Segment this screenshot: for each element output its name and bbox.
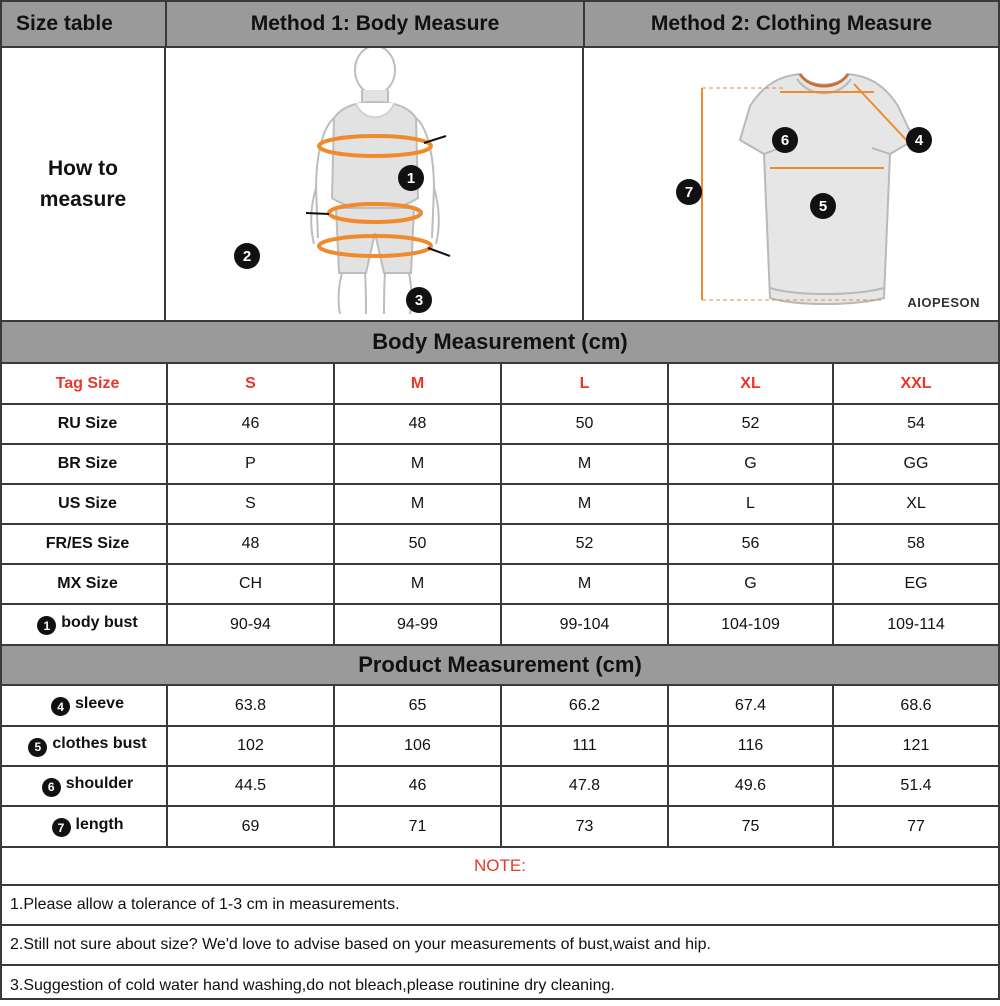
- cell: 46: [334, 766, 501, 806]
- how-to-measure-cell: [2, 48, 166, 320]
- cell: S: [167, 484, 334, 524]
- cell: 77: [907, 817, 925, 835]
- cell: 109-114: [887, 615, 945, 633]
- tshirt-figure-svg: [584, 48, 998, 316]
- column-header-xl: XL: [668, 364, 833, 404]
- section-product-measurement: Product Measurement (cm): [2, 644, 998, 686]
- row-label: MX Size: [2, 564, 167, 604]
- table-row: [2, 766, 998, 806]
- cell: 69: [167, 806, 334, 846]
- header-method-1: Method 1: Body Measure: [167, 2, 585, 46]
- column-header-s: S: [167, 364, 334, 404]
- cell: 52: [668, 404, 833, 444]
- cell: 44.5: [167, 766, 334, 806]
- column-header-l: L: [501, 364, 668, 404]
- cell: 67.4: [668, 686, 833, 726]
- table-row: [2, 604, 998, 644]
- cell: 56: [668, 524, 833, 564]
- cell: G: [668, 564, 833, 604]
- body-figure-svg: [166, 48, 584, 316]
- cell: 68.6: [833, 686, 998, 726]
- row-label: US Size: [2, 484, 167, 524]
- cell: 99-104: [501, 604, 668, 644]
- column-header-xxl: XXL: [833, 364, 998, 404]
- row-label-sleeve: [2, 686, 167, 726]
- cell: 116: [668, 726, 833, 766]
- column-header-m: M: [334, 364, 501, 404]
- table-row: [2, 404, 998, 444]
- row-label-clothes-bust: [2, 726, 167, 766]
- row-label: FR/ES Size: [2, 524, 167, 564]
- table-row: [2, 484, 998, 524]
- row-label-text: length: [75, 815, 124, 833]
- body-measure-illustration: [166, 48, 584, 320]
- badge-6: 6: [772, 127, 798, 153]
- row-label-text: shoulder: [65, 775, 134, 793]
- table-row: [2, 564, 998, 604]
- badge-4: 4: [906, 127, 932, 153]
- cell: 46: [167, 404, 334, 444]
- header-row: [2, 2, 998, 48]
- cell: 71: [334, 806, 501, 846]
- cell: 104-109: [668, 604, 833, 644]
- cell: GG: [833, 444, 998, 484]
- table-header-row: [2, 364, 998, 404]
- cell: 50: [334, 524, 501, 564]
- badge-5: 5: [810, 193, 836, 219]
- table-row: [2, 806, 998, 846]
- cell: 58: [833, 524, 998, 564]
- badge-6-inline: 6: [42, 778, 61, 797]
- cell: 63.8: [167, 686, 334, 726]
- row-label-text: sleeve: [75, 694, 124, 712]
- cell: M: [334, 484, 501, 524]
- cell: L: [668, 484, 833, 524]
- body-measurement-table: [2, 364, 998, 644]
- badge-4-inline: 4: [51, 697, 70, 716]
- cell: 111: [501, 726, 668, 766]
- row-label-length: [2, 806, 167, 846]
- badge-2: 2: [234, 243, 260, 269]
- table-row: [2, 524, 998, 564]
- cell: M: [334, 564, 501, 604]
- cell: 75: [668, 806, 833, 846]
- table-row: [2, 444, 998, 484]
- row-label-body-bust: [2, 604, 167, 644]
- column-header-tag-size: Tag Size: [2, 364, 167, 404]
- how-to-line-2: measure: [39, 188, 127, 211]
- cell: P: [167, 444, 334, 484]
- row-label-text: clothes bust: [52, 735, 147, 753]
- cell: 102: [167, 726, 334, 766]
- cell: M: [501, 484, 668, 524]
- cell: 48: [167, 524, 334, 564]
- cell: M: [334, 444, 501, 484]
- note-title: NOTE:: [2, 846, 998, 886]
- cell: 73: [501, 806, 668, 846]
- cell: 54: [833, 404, 998, 444]
- cell: M: [501, 564, 668, 604]
- row-label: RU Size: [2, 404, 167, 444]
- clothing-measure-illustration: [584, 48, 998, 320]
- note-line-2: 2.Still not sure about size? We'd love to advise based on your measurements of bust,waist and hip.: [2, 926, 998, 966]
- how-to-line-1: How to: [48, 156, 118, 180]
- badge-5-inline: 5: [28, 738, 47, 757]
- row-label: BR Size: [2, 444, 167, 484]
- cell: 65: [334, 686, 501, 726]
- header-method-2: Method 2: Clothing Measure: [585, 2, 998, 46]
- table-row: [2, 686, 998, 726]
- header-size-table: Size table: [2, 2, 167, 46]
- cell: 49.6: [668, 766, 833, 806]
- cell: M: [501, 444, 668, 484]
- badge-7: 7: [676, 179, 702, 205]
- cell: 90-94: [167, 604, 334, 644]
- cell: 121: [833, 726, 998, 766]
- table-row: [2, 726, 998, 766]
- product-measurement-table: [2, 686, 998, 846]
- cell: EG: [833, 564, 998, 604]
- cell: 51.4: [833, 766, 998, 806]
- illustration-row: [2, 48, 998, 322]
- cell: XL: [833, 484, 998, 524]
- cell: 48: [334, 404, 501, 444]
- note-line-1: 1.Please allow a tolerance of 1-3 cm in measurements.: [2, 886, 998, 926]
- brand-watermark: AIOPESON: [907, 295, 980, 310]
- cell: 66.2: [501, 686, 668, 726]
- row-label-shoulder: [2, 766, 167, 806]
- note-line-3: 3.Suggestion of cold water hand washing,do not bleach,please routinine dry cleaning.: [10, 977, 615, 994]
- cell: 94-99: [334, 604, 501, 644]
- section-body-measurement: Body Measurement (cm): [2, 322, 998, 364]
- badge-1-inline: 1: [37, 616, 56, 635]
- row-label-text: body bust: [61, 613, 138, 631]
- cell: G: [668, 444, 833, 484]
- cell: CH: [167, 564, 334, 604]
- badge-1: 1: [398, 165, 424, 191]
- cell: 50: [501, 404, 668, 444]
- cell: 106: [334, 726, 501, 766]
- badge-7-inline: 7: [52, 818, 71, 837]
- cell: 47.8: [501, 766, 668, 806]
- badge-3: 3: [406, 287, 432, 313]
- cell: 52: [501, 524, 668, 564]
